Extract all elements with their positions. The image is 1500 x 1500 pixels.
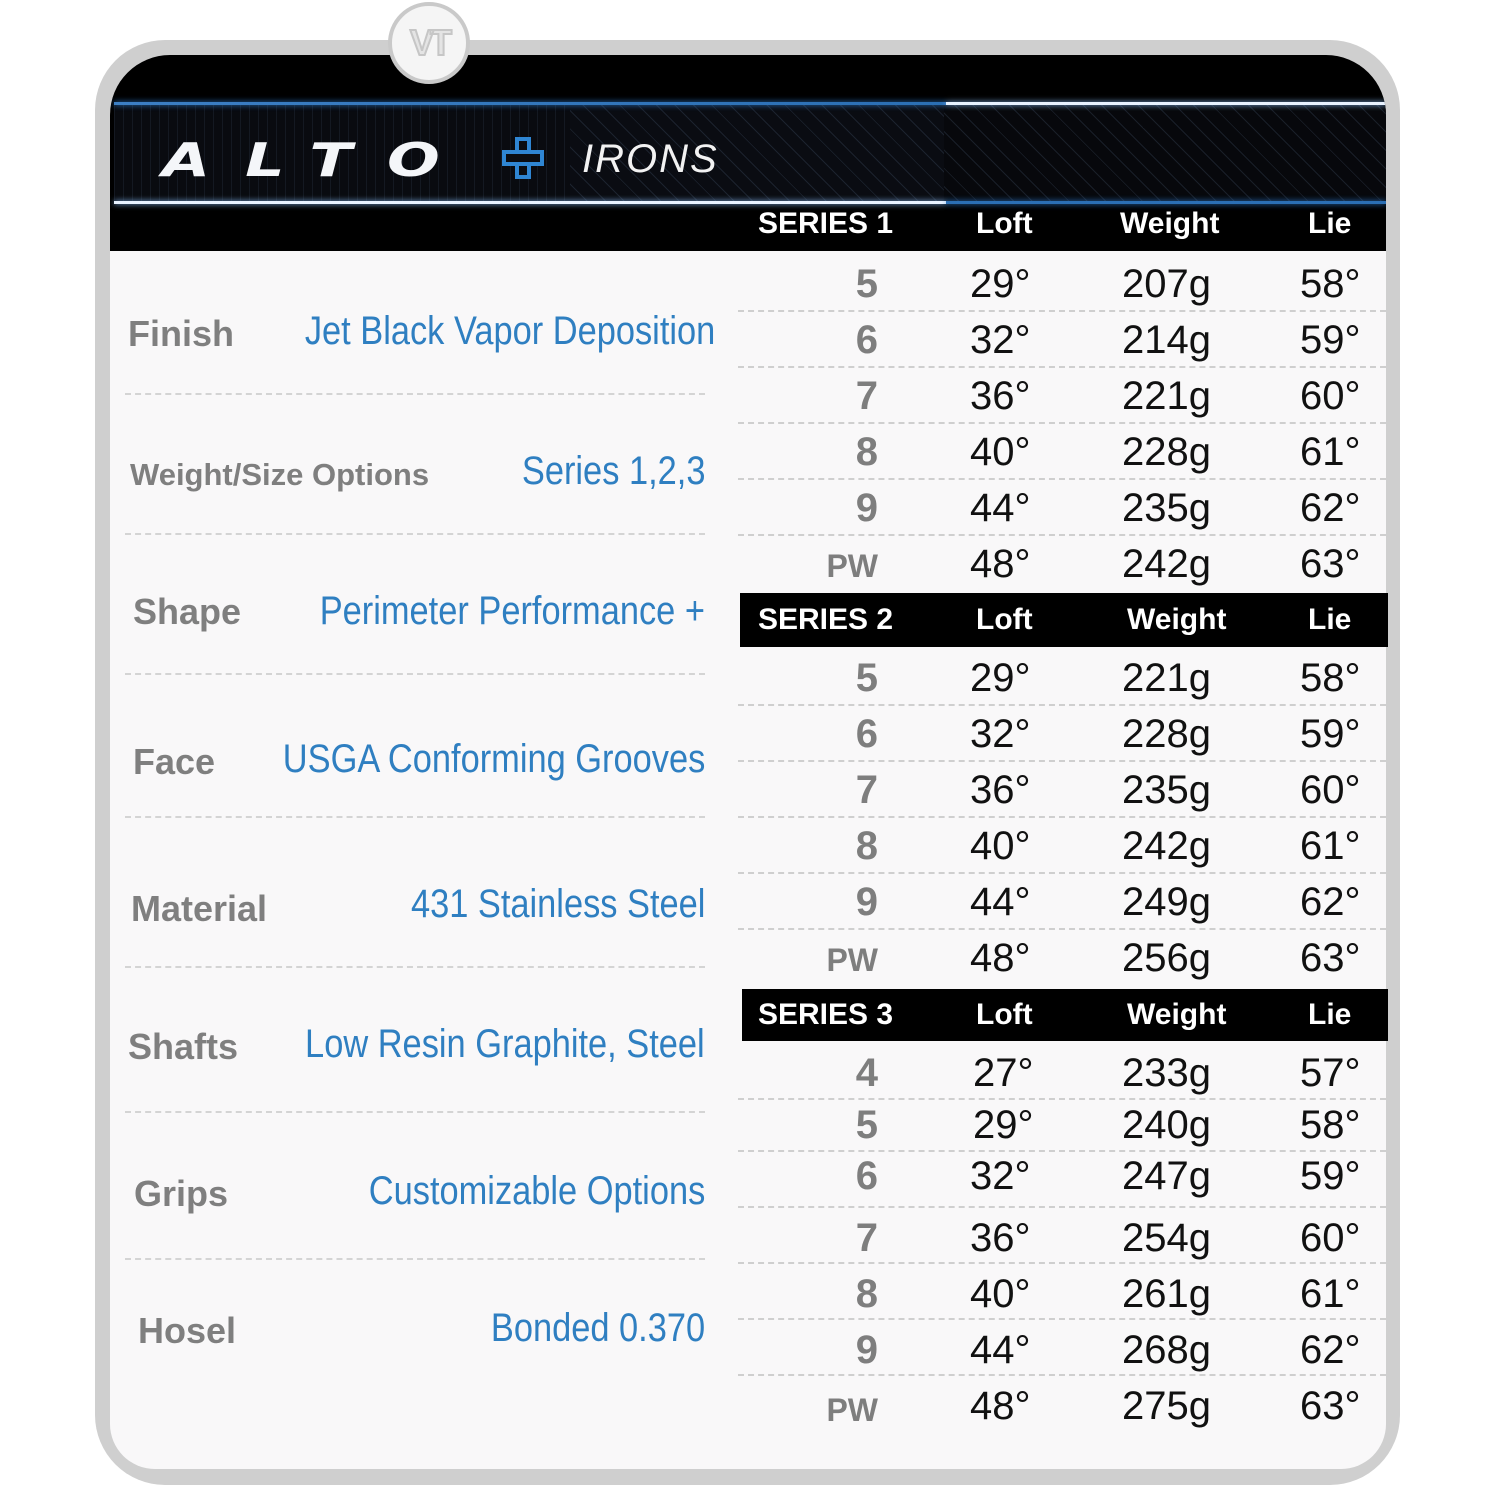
spec-label: Weight/Size Options — [130, 457, 430, 492]
series-2-row — [738, 930, 1386, 986]
column-lie: Lie — [1308, 998, 1352, 1031]
spec-value: Customizable Options — [368, 1169, 705, 1213]
spec-value: USGA Conforming Grooves — [282, 737, 705, 781]
weight-value: 242g — [1122, 542, 1211, 586]
glow-line — [114, 102, 946, 105]
club-number: 4 — [855, 1051, 878, 1095]
loft-value: 36° — [970, 1216, 1031, 1260]
series-1-row — [738, 312, 1386, 368]
series-1-header — [738, 197, 1386, 251]
column-loft: Loft — [976, 603, 1033, 636]
spec-value: Low Resin Graphite, Steel — [305, 1022, 705, 1066]
club-number: 9 — [855, 486, 878, 530]
lie-value: 60° — [1300, 374, 1361, 418]
lie-value: 61° — [1300, 430, 1361, 474]
lie-value: 62° — [1300, 880, 1361, 924]
club-number: 9 — [855, 880, 878, 924]
series-1-row — [738, 480, 1386, 536]
weight-value: 221g — [1122, 374, 1211, 418]
club-number: 5 — [855, 656, 878, 700]
series-1-row — [738, 256, 1386, 312]
loft-value: 40° — [970, 1272, 1031, 1316]
column-weight: Weight — [1127, 998, 1227, 1031]
spec-value: Bonded 0.370 — [490, 1306, 705, 1350]
weight-value: 233g — [1122, 1051, 1211, 1095]
weight-value: 228g — [1122, 430, 1211, 474]
lie-value: 61° — [1300, 824, 1361, 868]
club-number: PW — [826, 548, 878, 584]
spec-label: Face — [133, 741, 216, 782]
lie-value: 63° — [1300, 936, 1361, 980]
spec-row-finish — [125, 255, 715, 395]
spec-row-grips — [125, 1113, 705, 1260]
weight-value: 214g — [1122, 318, 1211, 362]
series-3-row — [738, 1045, 1386, 1100]
club-number: PW — [826, 942, 878, 978]
column-loft: Loft — [976, 998, 1033, 1031]
series-3-row — [738, 1100, 1386, 1152]
series-3-row — [738, 1320, 1386, 1376]
lie-value: 59° — [1300, 318, 1361, 362]
spec-value: Series 1,2,3 — [521, 449, 705, 493]
spec-row-material — [125, 818, 705, 968]
lie-value: 58° — [1300, 1103, 1361, 1147]
badge-text: VT — [409, 22, 448, 63]
club-number: 8 — [855, 1272, 878, 1316]
club-number: 5 — [855, 1103, 878, 1147]
series-1-row — [738, 368, 1386, 424]
lie-value: 58° — [1300, 262, 1361, 306]
loft-value: 48° — [970, 1384, 1031, 1428]
spec-row-face — [125, 675, 705, 818]
weight-value: 261g — [1122, 1272, 1211, 1316]
series-2-row — [738, 706, 1386, 762]
lie-value: 61° — [1300, 1272, 1361, 1316]
spec-row-weight-size — [125, 395, 705, 535]
spec-label: Finish — [128, 313, 234, 354]
series-2-row — [738, 818, 1386, 874]
spec-label: Material — [131, 888, 268, 929]
lie-value: 59° — [1300, 1154, 1361, 1198]
weight-value: 207g — [1122, 262, 1211, 306]
spec-label: Shafts — [128, 1026, 239, 1067]
loft-value: 40° — [970, 824, 1031, 868]
spec-value: 431 Stainless Steel — [410, 882, 705, 926]
lie-value: 62° — [1300, 486, 1361, 530]
plus-icon — [502, 137, 544, 179]
loft-value: 48° — [970, 542, 1031, 586]
series-3-row — [738, 1376, 1386, 1432]
series-3-row — [738, 1208, 1386, 1264]
lie-value: 57° — [1300, 1051, 1361, 1095]
lie-value: 60° — [1300, 768, 1361, 812]
lie-value: 62° — [1300, 1328, 1361, 1372]
lie-value: 59° — [1300, 712, 1361, 756]
series-3-header — [742, 989, 1388, 1041]
loft-value: 44° — [970, 1328, 1031, 1372]
weight-value: 275g — [1122, 1384, 1211, 1428]
glow-line — [946, 102, 1386, 105]
column-weight: Weight — [1127, 603, 1227, 636]
loft-value: 44° — [970, 880, 1031, 924]
vt-badge — [388, 2, 470, 84]
spec-row-shafts — [125, 968, 705, 1113]
spec-row-hosel — [125, 1260, 705, 1400]
weight-value: 254g — [1122, 1216, 1211, 1260]
loft-value: 40° — [970, 430, 1031, 474]
club-number: 6 — [855, 1154, 878, 1198]
series-3-row — [738, 1152, 1386, 1208]
loft-value: 27° — [973, 1051, 1034, 1095]
loft-value: 29° — [970, 656, 1031, 700]
club-number: 8 — [855, 430, 878, 474]
weight-value: 240g — [1122, 1103, 1211, 1147]
column-weight: Weight — [1120, 207, 1220, 240]
loft-value: 29° — [970, 262, 1031, 306]
club-number: 6 — [855, 318, 878, 362]
weight-value: 242g — [1122, 824, 1211, 868]
loft-value: 36° — [970, 768, 1031, 812]
series-2-header — [740, 593, 1388, 647]
series-title: SERIES 1 — [758, 207, 894, 240]
column-loft: Loft — [976, 207, 1033, 240]
lie-value: 58° — [1300, 656, 1361, 700]
club-number: 8 — [855, 824, 878, 868]
weight-value: 235g — [1122, 486, 1211, 530]
lie-value: 60° — [1300, 1216, 1361, 1260]
loft-value: 32° — [970, 712, 1031, 756]
series-2-row — [738, 650, 1386, 706]
series-title: SERIES 2 — [758, 603, 894, 636]
weight-value: 256g — [1122, 936, 1211, 980]
column-lie: Lie — [1308, 207, 1352, 240]
loft-value: 44° — [970, 486, 1031, 530]
series-1-row — [738, 424, 1386, 480]
club-number: 9 — [855, 1328, 878, 1372]
spec-label: Shape — [133, 591, 242, 632]
spec-value: Jet Black Vapor Deposition — [304, 309, 715, 353]
weight-value: 221g — [1122, 656, 1211, 700]
series-1-row — [738, 536, 1386, 592]
loft-value: 32° — [970, 1154, 1031, 1198]
loft-value: 32° — [970, 318, 1031, 362]
series-3-row — [738, 1264, 1386, 1320]
weight-value: 228g — [1122, 712, 1211, 756]
column-lie: Lie — [1308, 603, 1352, 636]
series-2-row — [738, 762, 1386, 818]
loft-value: 48° — [970, 936, 1031, 980]
lie-value: 63° — [1300, 542, 1361, 586]
club-number: 7 — [855, 1216, 878, 1260]
spec-row-shape — [125, 535, 705, 675]
brand-logo: ALTO — [162, 133, 475, 187]
series-2-row — [738, 874, 1386, 930]
club-number: 7 — [855, 374, 878, 418]
spec-label: Hosel — [138, 1310, 237, 1351]
weight-value: 235g — [1122, 768, 1211, 812]
club-number: 6 — [855, 712, 878, 756]
club-number: 5 — [855, 262, 878, 306]
spec-label: Grips — [134, 1173, 229, 1214]
series-title: SERIES 3 — [758, 998, 894, 1031]
weight-value: 247g — [1122, 1154, 1211, 1198]
loft-value: 36° — [970, 374, 1031, 418]
lie-value: 63° — [1300, 1384, 1361, 1428]
loft-value: 29° — [973, 1103, 1034, 1147]
club-number: 7 — [855, 768, 878, 812]
product-subtitle: IRONS — [582, 137, 719, 181]
weight-value: 268g — [1122, 1328, 1211, 1372]
club-number: PW — [826, 1392, 878, 1428]
weight-value: 249g — [1122, 880, 1211, 924]
spec-value: Perimeter Performance + — [319, 589, 705, 633]
